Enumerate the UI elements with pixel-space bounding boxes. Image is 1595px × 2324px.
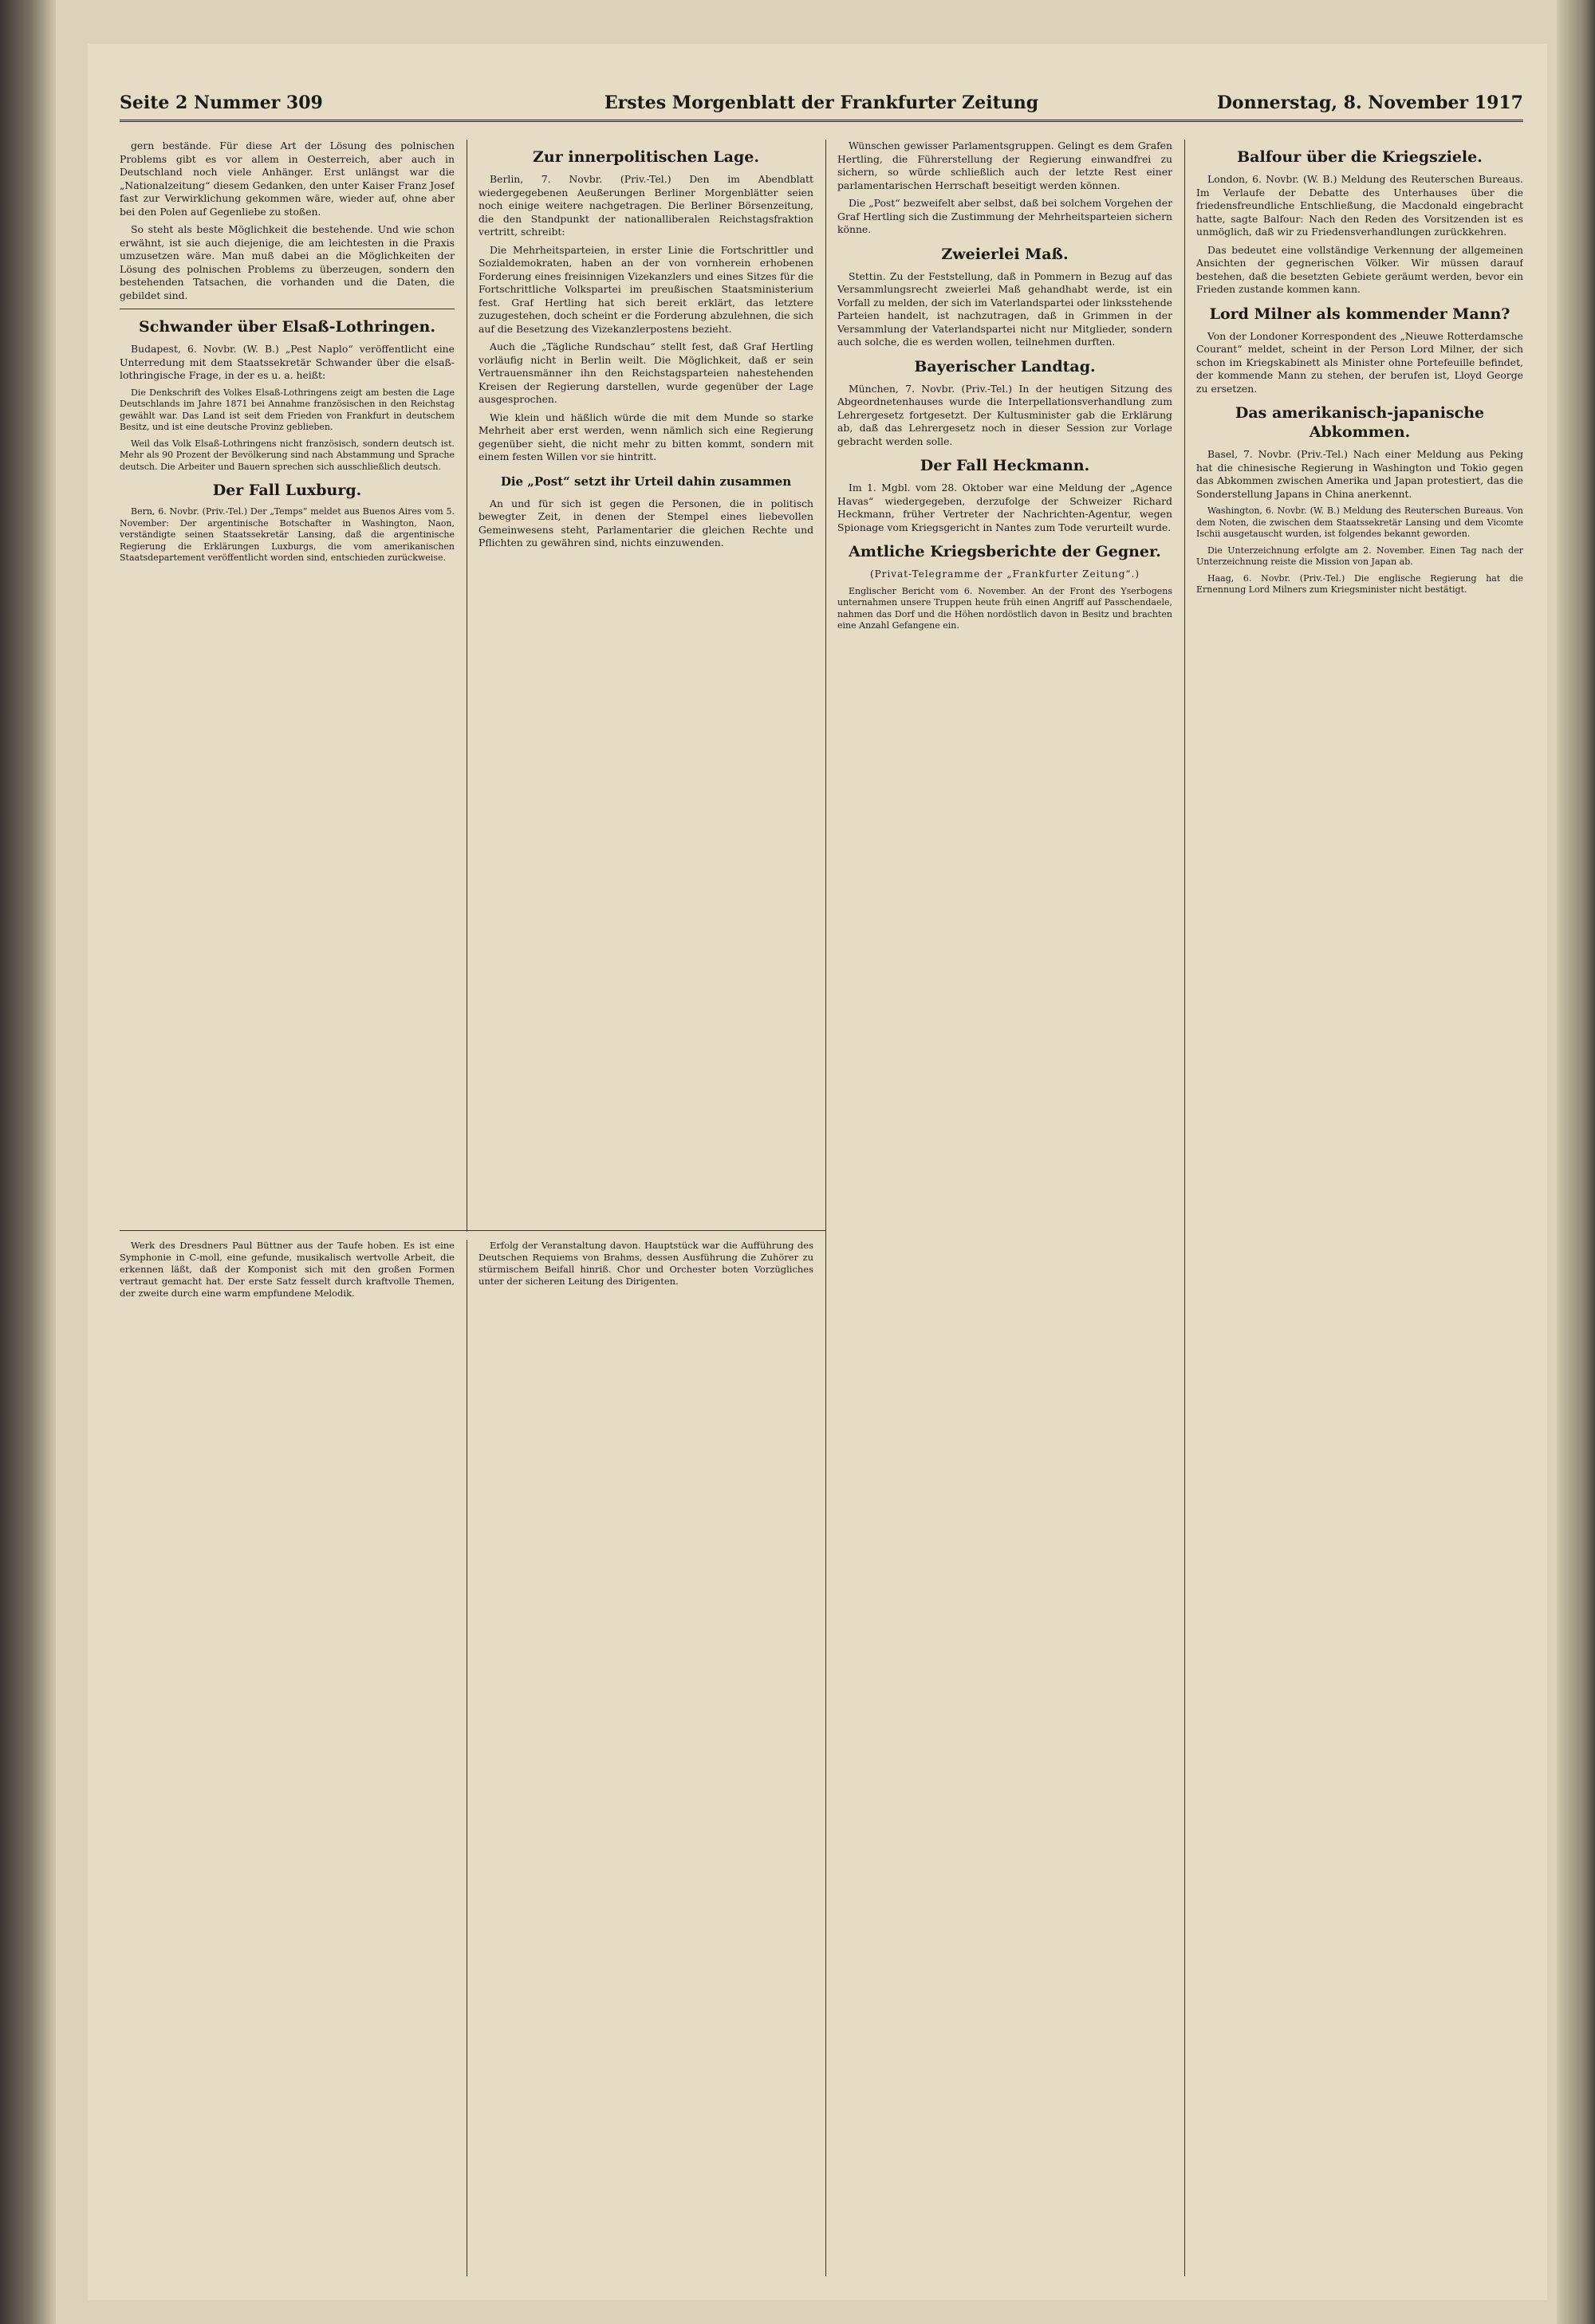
- headline-schwander: Schwander über Elsaß-Lothringen.: [139, 318, 435, 336]
- next-page-edge: [1557, 0, 1595, 2324]
- page-number: Seite 2 Nummer 309: [120, 92, 323, 113]
- article-text: Haag, 6. Novbr. (Priv.-Tel.) Die englische Regierung hat die Ernennung Lord Milners zum Kriegsminister nicht bestätigt.: [1196, 572, 1523, 595]
- article-text: Werk des Dresdners Paul Büttner aus der Taufe hoben. Es ist eine Symphonie in C-moll, eine gefunde, musikalisch wertvolle Arbeit, die erkennen läßt, daß der Komponist sich mit den großen Formen vertraut gemacht hat. Der erste Satz fesselt durch kraftvolle Themen, der zweite durch eine warm empfundene Melodik.: [120, 1240, 455, 1299]
- article-text: Von der Londoner Korrespondent des „Nieuwe Rotterdamsche Courant“ meldet, scheint in der Person Lord Milner, der sich schon im Kriegskabinett als Minister ohne Portefeuille befindet, der kommende Mann zu stehen, der berufen ist, Lloyd George zu ersetzen.: [1196, 329, 1523, 395]
- headline-fall-heckmann: Der Fall Heckmann.: [920, 457, 1090, 474]
- article-text: Berlin, 7. Novbr. (Priv.-Tel.) Den im Abendblatt wiedergegebenen Aeußerungen Berliner Morgenblätter seien noch einige weitere nachgetragen. Die Berliner Börsenzeitung, die den Standpunkt der nationalliberalen Reichstagsfraktion vertritt, schreibt:: [478, 173, 813, 238]
- column-3: [837, 140, 1172, 2276]
- headline-amerikanisch-japanisch: Das amerikanisch-japanische Abkommen.: [1235, 404, 1485, 441]
- article-text: Wie klein und häßlich würde die mit dem Munde so starke Mehrheit aber erst werden, wenn nämlich sich eine Regierung gegenüber sieht, die nicht mehr zu bitten kommt, sondern mit einem festen Willen vor sie hintritt.: [478, 411, 813, 462]
- newspaper-title: Erstes Morgenblatt der Frankfurter Zeitung: [604, 92, 1039, 113]
- feuilleton-left: [120, 1240, 455, 2276]
- article-text: München, 7. Novbr. (Priv.-Tel.) In der heutigen Sitzung des Abgeordnetenhauses wurde die Interpellationsverhandlung zum Lehrergesetz fortgesetzt. Der Kultusminister gab die Erklärung ab, daß das Lehrergesetz noch in dieser Session zur Vorlage gebracht werden solle.: [837, 382, 1172, 447]
- column-2: [478, 140, 813, 1232]
- column-rule: [825, 140, 826, 2276]
- article-text: An und für sich ist gegen die Personen, die in politisch bewegter Zeit, in denen der Stempel eines liebevollen Gemeinwesens steht, Parlamentarier die gleichen Rechte und Pflichten zu gewähren sind, nichts einzuwenden.: [478, 497, 813, 549]
- article-text: Bern, 6. Novbr. (Priv.-Tel.) Der „Temps“ meldet aus Buenos Aires vom 5. November: Der argentinische Botschafter in Washington, Naon, verständigte seinen Staatssekretär Lansing, daß die argentinische Regierung die Erklärungen Luxburgs, die vom amerikanischen Staatsdepartement veröffentlicht worden sind, entschieden zurückweise.: [120, 506, 455, 563]
- article-text: Die Denkschrift des Volkes Elsaß-Lothringens zeigt am besten die Lage Deutschlands im Jahre 1871 bei Annahme französischen in den Reichstag gewählt war. Das Land ist seit dem Frieden von Frankfurt in deutschem Besitz, und ist eine deutsche Provinz geblieben.: [120, 387, 455, 432]
- feuilleton-middle: [478, 1240, 813, 2276]
- headline-post: Die „Post“ setzt ihr Urteil dahin zusammen: [500, 474, 792, 489]
- article-text: Budapest, 6. Novbr. (W. B.) „Pest Naplo“ veröffentlicht eine Unterredung mit dem Staatssekretär Schwander über die elsaß-lothringische Frage, in der es u. a. heißt:: [120, 343, 455, 381]
- column-4: [1196, 140, 1523, 2276]
- headline-lord-milner: Lord Milner als kommender Mann?: [1209, 305, 1510, 323]
- article-text: Washington, 6. Novbr. (W. B.) Meldung des Reuterschen Bureaus. Von dem Noten, die zwischen dem Staatssekretär Lansing und dem Vicomte Ischii ausgetauscht wurden, ist folgendes bekannt geworden.: [1196, 505, 1523, 539]
- article-text: Die Unterzeichnung erfolgte am 2. November. Einen Tag nach der Unterzeichnung reiste die Mission von Japan ab.: [1196, 545, 1523, 567]
- article-text: Im 1. Mgbl. vom 28. Oktober war eine Meldung der „Agence Havas“ wiedergegeben, derzufolge der Schweizer Richard Heckmann, früher Vertreter der Nachrichten-Agentur, wegen Spionage vom Kriegsgericht in Nantes zum Tode verurteilt wurde.: [837, 482, 1172, 533]
- article-text: Stettin. Zu der Feststellung, daß in Pommern in Bezug auf das Versammlungsrecht zweierlei Maß gehandhabt werde, ist ein Vorfall zu melden, der sich im Vaterlandspartei oder linksstehende Parteien handelt, ist nachzutragen, daß in Grimmen in der Versammlung der Vaterlandspartei nicht nur Mitglieder, sondern auch solche, die es werden wollen, teilnehmen durften.: [837, 269, 1172, 348]
- subheadline: (Privat-Telegramme der „Frankfurter Zeitung“.): [869, 568, 1140, 580]
- headline-zweierlei-mass: Zweierlei Maß.: [941, 245, 1069, 263]
- headline-luxburg: Der Fall Luxburg.: [212, 482, 362, 499]
- headline-innerpolitische-lage: Zur innerpolitischen Lage.: [533, 148, 759, 166]
- newspaper-page: [88, 44, 1547, 2300]
- article-text: Die „Post“ bezweifelt aber selbst, daß bei solchem Vorgehen der Graf Hertling sich die Zustimmung der Mehrheitsparteien sichern könne.: [837, 197, 1172, 235]
- article-text: Auch die „Tägliche Rundschau“ stellt fest, daß Graf Hertling vorläufig nicht in Berlin weilt. Die Möglichkeit, daß er sein Vertrauensmänner ihn den Reichstagsparteien nahestehenden Kreisen der Regierung darstellen, wurde gegenüber der Lage ausgesprochen.: [478, 340, 813, 405]
- feuilleton-rule: [120, 1230, 825, 1231]
- headline-balfour: Balfour über die Kriegsziele.: [1237, 148, 1483, 166]
- article-text: Weil das Volk Elsaß-Lothringens nicht französisch, sondern deutsch ist. Mehr als 90 Prozent der Bevölkerung sind nach Abstammung und Sprache deutsch. Die Arbeiter und Bauern sprechen sich ausschließlich deutsch.: [120, 438, 455, 472]
- article-text: Erfolg der Veranstaltung davon. Hauptstück war die Aufführung des Deutschen Requiems von Brahms, dessen Ausführung die Zuhörer zu stürmischem Beifall hinriß. Chor und Orchester boten Vorzügliches unter der sicheren Leitung des Dirigenten.: [478, 1240, 813, 1287]
- article-text: Wünschen gewisser Parlamentsgruppen. Gelingt es dem Grafen Hertling, die Führerstellung der Regierung einwandfrei zu sichern, so würde schließlich auch der letzte Rest einer parlamentarischen Herrschaft beseitigt werden können.: [837, 140, 1172, 191]
- article-text: Basel, 7. Novbr. (Priv.-Tel.) Nach einer Meldung aus Peking hat die chinesische Regierung in Washington und Tokio gegen das Abkommen zwischen Amerika und Japan protestiert, das die Sonderstellung Japans in China anerkennt.: [1196, 448, 1523, 500]
- article-text: London, 6. Novbr. (W. B.) Meldung des Reuterschen Bureaus. Im Verlaufe der Debatte des Unterhauses über die friedensfreundliche Entschließung, die Macdonald eingebracht hatte, sagte Balfour: Nach den Reden des Vorsitzenden ist es unmöglich, daß wir zu Friedensverhandlungen zurückkehren.: [1196, 173, 1523, 238]
- masthead: [120, 88, 1523, 122]
- article-text: Das bedeutet eine vollständige Verkennung der allgemeinen Ansichten der gegnerischen Völker. Wir müssen darauf bestehen, daß die besetzten Gebiete geräumt werden, bevor ein Frieden zustande kommen kann.: [1196, 243, 1523, 295]
- issue-date: Donnerstag, 8. November 1917: [1216, 92, 1523, 113]
- article-text: Die Mehrheitsparteien, in erster Linie die Fortschrittler und Sozialdemokraten, haben an der von vornherein erhobenen Forderung eines freisinnigen Vizekanzlers und eines Sitzes für die Fortschrittliche Volkspartei im preußischen Staatsministerium fest. Graf Hertling hat sich bereit erklärt, das letztere zuzugestehen, doch scheint er die Forderung abzulehnen, die sich auf die Besetzung des Vizekanzlerpostens bezieht.: [478, 243, 813, 335]
- binding-gutter: [0, 0, 56, 2324]
- article-text: So steht als beste Möglichkeit die bestehende. Und wie schon erwähnt, ist sie auch diejenige, die am leichtesten in die Praxis umzusetzen wäre. Man muß dabei an die Möglichkeiten der Lösung des polnischen Problems zu überzeugen, sondern den bestehenden Tatsachen, die vorhanden und die Daten, die gebildet sind.: [120, 223, 455, 301]
- headline-bayerischer-landtag: Bayerischer Landtag.: [914, 357, 1096, 376]
- article-text: Englischer Bericht vom 6. November. An der Front des Yserbogens unternahmen unsere Truppen heute früh einen Angriff auf Passchendaele, nahmen das Dorf und die Höhen nordöstlich davon in Besitz und brachten eine Anzahl Gefangene ein.: [837, 585, 1172, 631]
- column-1: [120, 140, 455, 1232]
- column-rule: [1184, 140, 1185, 2276]
- headline-kriegsberichte: Amtliche Kriegsberichte der Gegner.: [849, 543, 1161, 560]
- article-text: gern bestände. Für diese Art der Lösung des polnischen Problems gibt es vor allem in Oesterreich, aber auch in Deutschland noch viele Anhänger. Erst unlängst war die „Nationalzeitung“ diesem Gedanken, den unter Kaiser Franz Josef fast zur Verwirklichung gekommen wäre, wieder auf, ohne aber bei den Polen auf Gegenliebe zu stoßen.: [120, 140, 455, 218]
